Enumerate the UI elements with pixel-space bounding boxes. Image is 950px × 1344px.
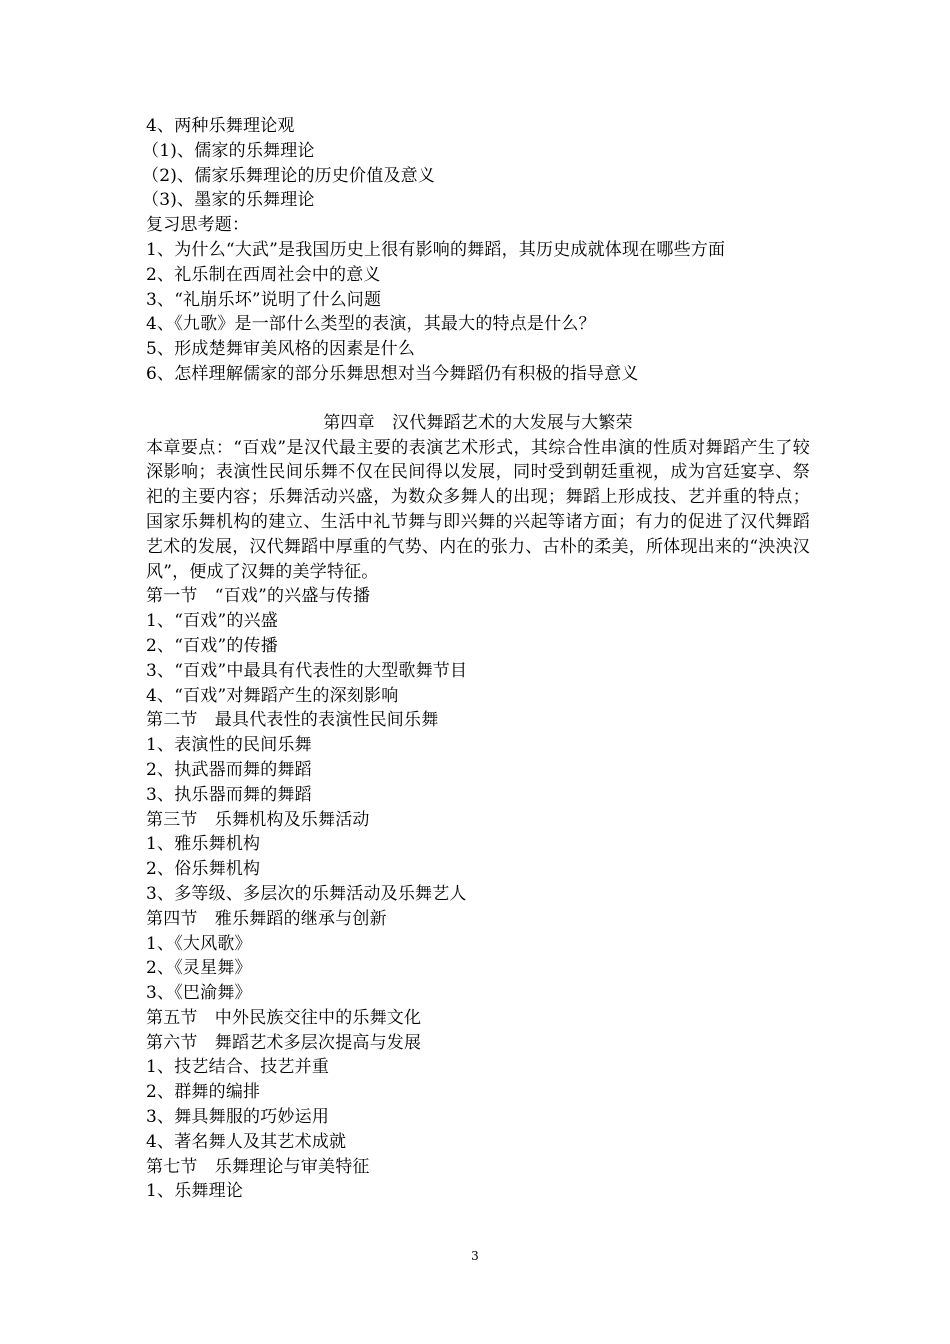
review-question: 2、礼乐制在西周社会中的意义 bbox=[146, 264, 381, 285]
outline-section-2 bbox=[146, 584, 810, 1204]
section-heading: 第二节 最具代表性的表演性民间乐舞 bbox=[146, 710, 439, 731]
outline-line: 2、《灵星舞》 bbox=[146, 958, 252, 979]
outline-line: 3、多等级、多层次的乐舞活动及乐舞艺人 bbox=[146, 883, 467, 904]
outline-line: （3)、墨家的乐舞理论 bbox=[142, 190, 315, 211]
chapter-summary: 本章要点：“百戏”是汉代最主要的表演艺术形式，其综合性串演的性质对舞蹈产生了较深影响；表演性民间乐舞不仅在民间得以发展，同时受到朝廷重视，成为宫廷宴享、祭祀的主要内容；乐舞活动兴盛，为数众多舞人的出现；舞蹈上形成技、艺并重的特点；国家乐舞机构的建立、生活中礼节舞与即兴舞的兴起等诸方面；有力的促进了汉代舞蹈艺术的发展，汉代舞蹈中厚重的气势、内在的张力、古朴的柔美，所体现出来的“泱泱汉风”，便成了汉舞的美学特征。 bbox=[146, 437, 810, 582]
outline-line: 3、《巴渝舞》 bbox=[146, 983, 252, 1004]
chapter-title: 第四章 汉代舞蹈艺术的大发展与大繁荣 bbox=[323, 412, 633, 433]
section-heading: 第六节 舞蹈艺术多层次提高与发展 bbox=[146, 1032, 422, 1053]
outline-line: 2、“百戏”的传播 bbox=[146, 635, 278, 656]
outline-line: 1、表演性的民间乐舞 bbox=[146, 735, 312, 756]
section-heading: 第五节 中外民族交往中的乐舞文化 bbox=[146, 1007, 422, 1028]
section-heading: 第一节 “百戏”的兴盛与传播 bbox=[146, 586, 371, 607]
outline-line: 4、著名舞人及其艺术成就 bbox=[146, 1131, 347, 1152]
page-number: 3 bbox=[471, 1249, 479, 1263]
outline-line: 4、两种乐舞理论观 bbox=[146, 116, 295, 136]
outline-line: 2、群舞的编排 bbox=[146, 1082, 261, 1103]
outline-line: 1、“百戏”的兴盛 bbox=[146, 611, 278, 632]
review-question: 1、为什么“大武”是我国历史上很有影响的舞蹈，其历史成就体现在哪些方面 bbox=[146, 239, 726, 260]
outline-line: 3、舞具舞服的巧妙运用 bbox=[146, 1107, 330, 1128]
review-question: 5、形成楚舞审美风格的因素是什么 bbox=[146, 339, 416, 360]
review-question: 3、“礼崩乐坏”说明了什么问题 bbox=[146, 289, 382, 310]
section-heading: 第四节 雅乐舞蹈的继承与创新 bbox=[146, 908, 387, 929]
outline-line: 3、执乐器而舞的舞蹈 bbox=[146, 784, 312, 805]
outline-line: 1、《大风歌》 bbox=[146, 933, 252, 954]
outline-section-1 bbox=[142, 114, 810, 387]
page-content bbox=[142, 114, 810, 1204]
outline-line: 4、“百戏”对舞蹈产生的深刻影响 bbox=[146, 685, 399, 706]
review-question: 6、怎样理解儒家的部分乐舞思想对当今舞蹈仍有积极的指导意义 bbox=[146, 363, 639, 384]
outline-line: 3、“百戏”中最具有代表性的大型歌舞节目 bbox=[146, 660, 468, 681]
section-heading: 第七节 乐舞理论与审美特征 bbox=[146, 1156, 370, 1177]
outline-line: 1、技艺结合、技艺并重 bbox=[146, 1057, 330, 1078]
outline-line: 1、乐舞理论 bbox=[146, 1181, 244, 1202]
review-heading: 复习思考题： bbox=[146, 215, 250, 236]
outline-line: 1、雅乐舞机构 bbox=[146, 834, 261, 855]
outline-line: 2、执武器而舞的舞蹈 bbox=[146, 759, 312, 780]
section-heading: 第三节 乐舞机构及乐舞活动 bbox=[146, 809, 370, 830]
outline-line: （2)、儒家乐舞理论的历史价值及意义 bbox=[142, 165, 436, 186]
review-question: 4、《九歌》是一部什么类型的表演，其最大的特点是什么？ bbox=[146, 314, 596, 335]
outline-line: （1)、儒家的乐舞理论 bbox=[142, 140, 315, 161]
outline-line: 2、俗乐舞机构 bbox=[146, 859, 261, 880]
